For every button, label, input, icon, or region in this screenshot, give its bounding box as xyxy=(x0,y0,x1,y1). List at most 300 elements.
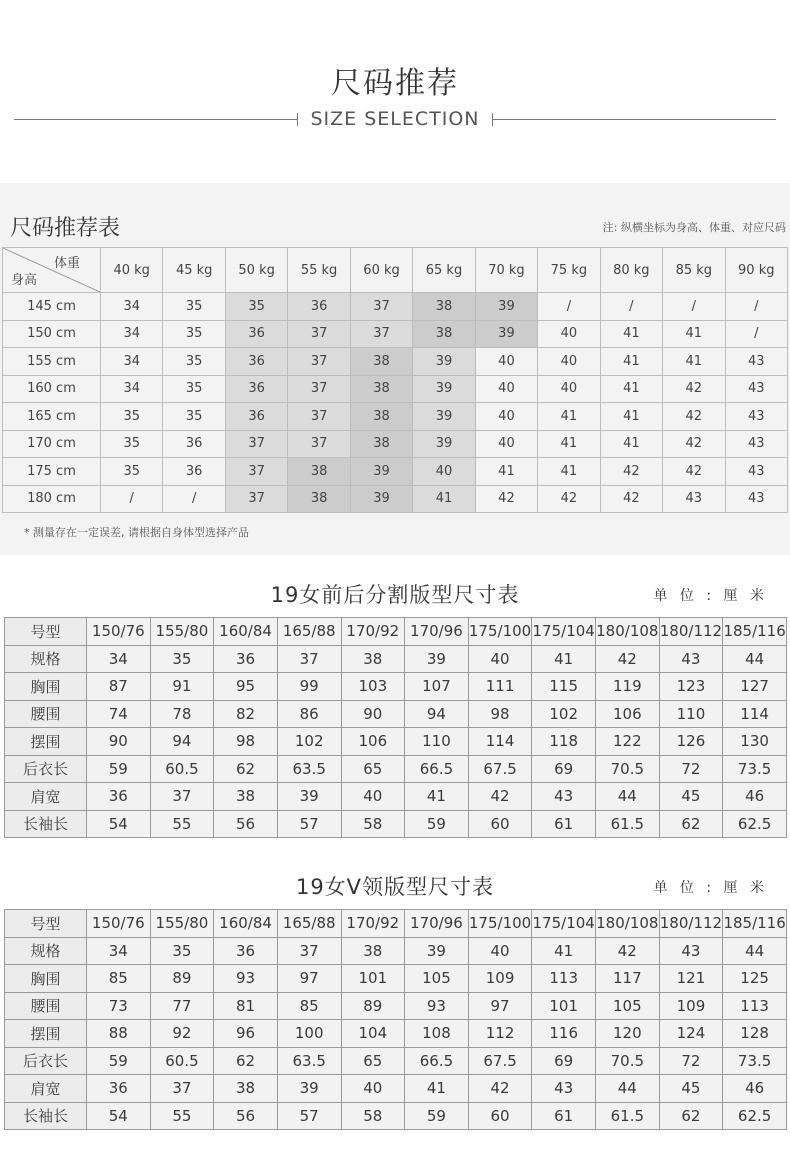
measurement-value: 97 xyxy=(277,965,341,993)
height-label: 175 cm xyxy=(3,458,101,486)
measurement-value: 44 xyxy=(596,783,660,811)
size-cell: / xyxy=(101,485,163,513)
size-code-header: 150/76 xyxy=(87,910,151,938)
size-cell: 42 xyxy=(663,375,725,403)
measurement-value: 61.5 xyxy=(596,1102,660,1130)
measurement-value: 85 xyxy=(87,965,151,993)
size-cell: 39 xyxy=(413,375,475,403)
measurement-value: 59 xyxy=(87,755,151,783)
size-cell: 43 xyxy=(725,348,787,376)
header-label: 号型 xyxy=(5,618,87,646)
size-cell: 40 xyxy=(475,348,537,376)
measurement-value: 60 xyxy=(468,810,532,838)
measurement-value: 39 xyxy=(277,1075,341,1103)
size-cell: 35 xyxy=(163,320,225,348)
measurement-value: 98 xyxy=(214,728,278,756)
page-title: 尺码推荐 xyxy=(331,66,459,101)
size-cell: 41 xyxy=(538,403,600,431)
size-chart-table xyxy=(4,909,787,1130)
size-code-header: 170/96 xyxy=(405,618,469,646)
size-cell: 39 xyxy=(413,348,475,376)
corner-height-label: 身高 xyxy=(11,273,38,288)
measurement-value: 89 xyxy=(150,965,214,993)
measurement-value: 60 xyxy=(468,1102,532,1130)
measurement-value: 55 xyxy=(150,810,214,838)
measurement-value: 56 xyxy=(214,1102,278,1130)
size-chart-row xyxy=(5,965,787,993)
size-cell: 40 xyxy=(538,375,600,403)
size-code-header: 170/92 xyxy=(341,910,405,938)
measurement-value: 40 xyxy=(341,1075,405,1103)
measurement-value: 38 xyxy=(214,1075,278,1103)
size-cell: 41 xyxy=(538,458,600,486)
size-chart-section-2 xyxy=(0,855,790,1135)
measurement-value: 59 xyxy=(405,1102,469,1130)
size-cell: 37 xyxy=(288,375,350,403)
size-cell: 38 xyxy=(413,293,475,321)
measurement-value: 90 xyxy=(341,700,405,728)
size-cell: 39 xyxy=(413,430,475,458)
measurement-value: 45 xyxy=(659,1075,723,1103)
measurement-value: 36 xyxy=(87,1075,151,1103)
measurement-value: 40 xyxy=(341,783,405,811)
measurement-value: 125 xyxy=(723,965,787,993)
size-chart-row xyxy=(5,728,787,756)
weight-header: 65 kg xyxy=(413,248,475,293)
size-code-header: 175/100 xyxy=(468,910,532,938)
weight-header: 60 kg xyxy=(350,248,412,293)
measurement-value: 41 xyxy=(532,937,596,965)
size-chart-row xyxy=(5,755,787,783)
size-chart-row xyxy=(5,700,787,728)
size-cell: 35 xyxy=(101,458,163,486)
measurement-value: 61 xyxy=(532,1102,596,1130)
measurement-value: 42 xyxy=(596,645,660,673)
weight-header: 85 kg xyxy=(663,248,725,293)
size-chart-row xyxy=(5,937,787,965)
measurement-value: 123 xyxy=(659,673,723,701)
measurement-label: 腰围 xyxy=(5,700,87,728)
size-cell: 35 xyxy=(163,375,225,403)
size-cell: 36 xyxy=(163,458,225,486)
measurement-value: 81 xyxy=(214,992,278,1020)
measurement-value: 60.5 xyxy=(150,1047,214,1075)
measurement-value: 88 xyxy=(87,1020,151,1048)
recommend-header-row xyxy=(3,248,788,293)
page-subtitle: SIZE SELECTION xyxy=(310,108,480,130)
size-cell: 38 xyxy=(350,403,412,431)
size-cell: 41 xyxy=(600,430,662,458)
recommend-row xyxy=(3,375,788,403)
size-cell: 42 xyxy=(663,458,725,486)
measurement-value: 70.5 xyxy=(596,755,660,783)
measurement-value: 101 xyxy=(532,992,596,1020)
measurement-value: 95 xyxy=(214,673,278,701)
recommend-title: 尺码推荐表 xyxy=(10,216,121,241)
size-cell: 34 xyxy=(101,320,163,348)
size-code-header: 180/112 xyxy=(659,910,723,938)
size-cell: 43 xyxy=(725,403,787,431)
measurement-value: 65 xyxy=(341,1047,405,1075)
size-cell: 40 xyxy=(538,320,600,348)
size-chart-row xyxy=(5,1102,787,1130)
measurement-value: 111 xyxy=(468,673,532,701)
size-code-header: 160/84 xyxy=(214,910,278,938)
corner-cell xyxy=(3,248,101,293)
recommend-row xyxy=(3,458,788,486)
size-code-header: 150/76 xyxy=(87,618,151,646)
measurement-value: 62 xyxy=(214,1047,278,1075)
size-chart-row xyxy=(5,1020,787,1048)
size-cell: 37 xyxy=(225,458,287,486)
measurement-value: 102 xyxy=(532,700,596,728)
size-cell: 43 xyxy=(725,485,787,513)
size-cell: 42 xyxy=(600,485,662,513)
measurement-value: 35 xyxy=(150,645,214,673)
recommend-row xyxy=(3,320,788,348)
weight-header: 90 kg xyxy=(725,248,787,293)
size-cell: 40 xyxy=(413,458,475,486)
size-cell: 38 xyxy=(288,458,350,486)
size-chart-header-row xyxy=(5,910,787,938)
measurement-value: 117 xyxy=(596,965,660,993)
size-cell: 43 xyxy=(725,458,787,486)
size-cell: 41 xyxy=(475,458,537,486)
measurement-value: 38 xyxy=(214,783,278,811)
measurement-value: 112 xyxy=(468,1020,532,1048)
size-code-header: 175/104 xyxy=(532,910,596,938)
weight-header: 70 kg xyxy=(475,248,537,293)
recommend-row xyxy=(3,403,788,431)
measurement-value: 72 xyxy=(659,755,723,783)
measurement-value: 113 xyxy=(723,992,787,1020)
measurement-value: 57 xyxy=(277,1102,341,1130)
measurement-value: 66.5 xyxy=(405,1047,469,1075)
measurement-value: 69 xyxy=(532,1047,596,1075)
measurement-value: 106 xyxy=(341,728,405,756)
size-code-header: 180/108 xyxy=(596,910,660,938)
size-cell: 37 xyxy=(288,320,350,348)
measurement-label: 腰围 xyxy=(5,992,87,1020)
height-label: 145 cm xyxy=(3,293,101,321)
size-chart-row xyxy=(5,1075,787,1103)
size-code-header: 175/104 xyxy=(532,618,596,646)
size-cell: 39 xyxy=(350,458,412,486)
size-code-header: 170/96 xyxy=(405,910,469,938)
measurement-value: 121 xyxy=(659,965,723,993)
measurement-value: 38 xyxy=(341,645,405,673)
height-label: 155 cm xyxy=(3,348,101,376)
size-cell: 41 xyxy=(663,320,725,348)
measurement-value: 62.5 xyxy=(723,810,787,838)
size-cell: 41 xyxy=(600,375,662,403)
measurement-value: 93 xyxy=(405,992,469,1020)
measurement-value: 62 xyxy=(659,1102,723,1130)
size-chart-section-1 xyxy=(0,563,790,843)
size-cell: 38 xyxy=(288,485,350,513)
size-cell: 35 xyxy=(163,403,225,431)
size-code-header: 180/108 xyxy=(596,618,660,646)
header-label: 号型 xyxy=(5,910,87,938)
measurement-value: 106 xyxy=(596,700,660,728)
measurement-value: 61.5 xyxy=(596,810,660,838)
measurement-value: 119 xyxy=(596,673,660,701)
measurement-label: 规格 xyxy=(5,645,87,673)
size-cell: 34 xyxy=(101,348,163,376)
measurement-label: 长袖长 xyxy=(5,810,87,838)
size-cell: 40 xyxy=(538,348,600,376)
height-label: 165 cm xyxy=(3,403,101,431)
size-cell: 42 xyxy=(600,458,662,486)
size-cell: 41 xyxy=(600,403,662,431)
measurement-label: 肩宽 xyxy=(5,783,87,811)
size-cell: / xyxy=(663,293,725,321)
size-cell: 37 xyxy=(350,320,412,348)
measurement-value: 114 xyxy=(723,700,787,728)
weight-header: 80 kg xyxy=(600,248,662,293)
weight-header: 75 kg xyxy=(538,248,600,293)
recommend-row xyxy=(3,348,788,376)
size-cell: / xyxy=(600,293,662,321)
height-label: 170 cm xyxy=(3,430,101,458)
measurement-value: 87 xyxy=(87,673,151,701)
measurement-value: 62 xyxy=(214,755,278,783)
measurement-label: 肩宽 xyxy=(5,1075,87,1103)
measurement-label: 规格 xyxy=(5,937,87,965)
size-cell: 42 xyxy=(475,485,537,513)
size-cell: 38 xyxy=(413,320,475,348)
measurement-label: 后衣长 xyxy=(5,1047,87,1075)
measurement-value: 62.5 xyxy=(723,1102,787,1130)
measurement-value: 124 xyxy=(659,1020,723,1048)
measurement-value: 73.5 xyxy=(723,1047,787,1075)
recommend-note: 注: 纵横坐标为身高、体重、对应尺码 xyxy=(602,221,786,234)
size-cell: 41 xyxy=(538,430,600,458)
measurement-value: 98 xyxy=(468,700,532,728)
measurement-value: 43 xyxy=(659,645,723,673)
height-label: 160 cm xyxy=(3,375,101,403)
measurement-value: 60.5 xyxy=(150,755,214,783)
size-chart-row xyxy=(5,645,787,673)
size-cell: 42 xyxy=(538,485,600,513)
height-label: 150 cm xyxy=(3,320,101,348)
measurement-value: 105 xyxy=(596,992,660,1020)
measurement-label: 胸围 xyxy=(5,673,87,701)
size-cell: 41 xyxy=(413,485,475,513)
measurement-value: 67.5 xyxy=(468,1047,532,1075)
size-chart-unit: 单 位 : 厘 米 xyxy=(653,880,768,896)
size-code-header: 165/88 xyxy=(277,618,341,646)
size-cell: 41 xyxy=(600,320,662,348)
measurement-value: 82 xyxy=(214,700,278,728)
size-chart-row xyxy=(5,1047,787,1075)
weight-header: 55 kg xyxy=(288,248,350,293)
measurement-value: 72 xyxy=(659,1047,723,1075)
measurement-value: 105 xyxy=(405,965,469,993)
measurement-value: 34 xyxy=(87,937,151,965)
size-cell: 37 xyxy=(288,430,350,458)
measurement-value: 89 xyxy=(341,992,405,1020)
measurement-value: 54 xyxy=(87,1102,151,1130)
measurement-value: 44 xyxy=(596,1075,660,1103)
measurement-value: 39 xyxy=(277,783,341,811)
measurement-value: 109 xyxy=(468,965,532,993)
size-cell: 37 xyxy=(225,485,287,513)
measurement-value: 86 xyxy=(277,700,341,728)
measurement-value: 38 xyxy=(341,937,405,965)
weight-header: 40 kg xyxy=(101,248,163,293)
size-code-header: 160/84 xyxy=(214,618,278,646)
measurement-label: 摆围 xyxy=(5,1020,87,1048)
measurement-value: 97 xyxy=(468,992,532,1020)
measurement-value: 56 xyxy=(214,810,278,838)
measurement-value: 37 xyxy=(150,1075,214,1103)
size-code-header: 185/116 xyxy=(723,910,787,938)
measurement-value: 36 xyxy=(87,783,151,811)
measurement-value: 40 xyxy=(468,645,532,673)
size-cell: 35 xyxy=(163,293,225,321)
size-cell: 42 xyxy=(663,403,725,431)
measurement-value: 109 xyxy=(659,992,723,1020)
size-cell: 35 xyxy=(225,293,287,321)
measurement-value: 45 xyxy=(659,783,723,811)
measurement-value: 108 xyxy=(405,1020,469,1048)
measurement-value: 116 xyxy=(532,1020,596,1048)
size-cell: 35 xyxy=(101,430,163,458)
measurement-value: 101 xyxy=(341,965,405,993)
measurement-value: 62 xyxy=(659,810,723,838)
size-cell: / xyxy=(725,293,787,321)
measurement-value: 37 xyxy=(277,937,341,965)
measurement-value: 59 xyxy=(87,1047,151,1075)
recommend-table xyxy=(2,247,788,513)
measurement-value: 120 xyxy=(596,1020,660,1048)
size-cell: 34 xyxy=(101,375,163,403)
size-code-header: 170/92 xyxy=(341,618,405,646)
measurement-value: 70.5 xyxy=(596,1047,660,1075)
size-cell: 41 xyxy=(600,348,662,376)
measurement-value: 37 xyxy=(277,645,341,673)
size-cell: 40 xyxy=(475,403,537,431)
corner-weight-label: 体重 xyxy=(53,256,80,271)
size-cell: 38 xyxy=(350,348,412,376)
measurement-label: 摆围 xyxy=(5,728,87,756)
size-cell: 37 xyxy=(288,403,350,431)
measurement-value: 66.5 xyxy=(405,755,469,783)
measurement-value: 103 xyxy=(341,673,405,701)
measurement-value: 110 xyxy=(659,700,723,728)
measurement-value: 114 xyxy=(468,728,532,756)
measurement-value: 92 xyxy=(150,1020,214,1048)
measurement-value: 54 xyxy=(87,810,151,838)
measurement-value: 69 xyxy=(532,755,596,783)
size-chart-table xyxy=(4,617,787,838)
size-chart-title: 19女V领版型尺寸表 xyxy=(295,875,495,899)
size-chart-row xyxy=(5,673,787,701)
size-cell: 36 xyxy=(225,320,287,348)
size-cell: 36 xyxy=(225,348,287,376)
measurement-value: 94 xyxy=(150,728,214,756)
measurement-label: 胸围 xyxy=(5,965,87,993)
measurement-value: 63.5 xyxy=(277,1047,341,1075)
measurement-value: 42 xyxy=(468,783,532,811)
measurement-value: 96 xyxy=(214,1020,278,1048)
recommend-row xyxy=(3,430,788,458)
size-cell: 43 xyxy=(663,485,725,513)
size-cell: 36 xyxy=(288,293,350,321)
size-chart-unit: 单 位 : 厘 米 xyxy=(653,588,768,604)
subtitle-row xyxy=(14,108,776,132)
measurement-value: 100 xyxy=(277,1020,341,1048)
measurement-value: 63.5 xyxy=(277,755,341,783)
size-cell: 42 xyxy=(663,430,725,458)
measurement-value: 67.5 xyxy=(468,755,532,783)
measurement-label: 长袖长 xyxy=(5,1102,87,1130)
measurement-value: 74 xyxy=(87,700,151,728)
measurement-value: 39 xyxy=(405,645,469,673)
size-code-header: 185/116 xyxy=(723,618,787,646)
measurement-value: 41 xyxy=(405,783,469,811)
measurement-value: 91 xyxy=(150,673,214,701)
measurement-value: 59 xyxy=(405,810,469,838)
measurement-value: 58 xyxy=(341,1102,405,1130)
measurement-value: 90 xyxy=(87,728,151,756)
size-chart-header-row xyxy=(5,618,787,646)
measurement-value: 43 xyxy=(532,783,596,811)
measurement-value: 113 xyxy=(532,965,596,993)
size-cell: 43 xyxy=(725,375,787,403)
measurement-value: 104 xyxy=(341,1020,405,1048)
size-cell: 40 xyxy=(475,375,537,403)
size-cell: 43 xyxy=(725,430,787,458)
measurement-value: 61 xyxy=(532,810,596,838)
weight-header: 45 kg xyxy=(163,248,225,293)
recommend-row xyxy=(3,485,788,513)
measurement-value: 46 xyxy=(723,1075,787,1103)
size-cell: 39 xyxy=(475,320,537,348)
measurement-label: 后衣长 xyxy=(5,755,87,783)
measurement-value: 42 xyxy=(596,937,660,965)
measurement-value: 58 xyxy=(341,810,405,838)
divider-right xyxy=(493,119,776,120)
measurement-value: 43 xyxy=(659,937,723,965)
measurement-value: 41 xyxy=(405,1075,469,1103)
size-cell: 36 xyxy=(225,375,287,403)
measurement-value: 85 xyxy=(277,992,341,1020)
measurement-value: 57 xyxy=(277,810,341,838)
measurement-value: 122 xyxy=(596,728,660,756)
size-cell: 37 xyxy=(288,348,350,376)
size-cell: 40 xyxy=(475,430,537,458)
measurement-value: 78 xyxy=(150,700,214,728)
size-cell: 41 xyxy=(663,348,725,376)
measurement-value: 43 xyxy=(532,1075,596,1103)
size-chart-row xyxy=(5,810,787,838)
measurement-value: 37 xyxy=(150,783,214,811)
measurement-value: 127 xyxy=(723,673,787,701)
size-code-header: 180/112 xyxy=(659,618,723,646)
measurement-value: 42 xyxy=(468,1075,532,1103)
measurement-value: 115 xyxy=(532,673,596,701)
size-cell: / xyxy=(163,485,225,513)
page-header xyxy=(0,0,790,180)
size-cell: / xyxy=(538,293,600,321)
measurement-value: 36 xyxy=(214,937,278,965)
size-code-header: 175/100 xyxy=(468,618,532,646)
measurement-value: 40 xyxy=(468,937,532,965)
measurement-value: 35 xyxy=(150,937,214,965)
measurement-value: 39 xyxy=(405,937,469,965)
